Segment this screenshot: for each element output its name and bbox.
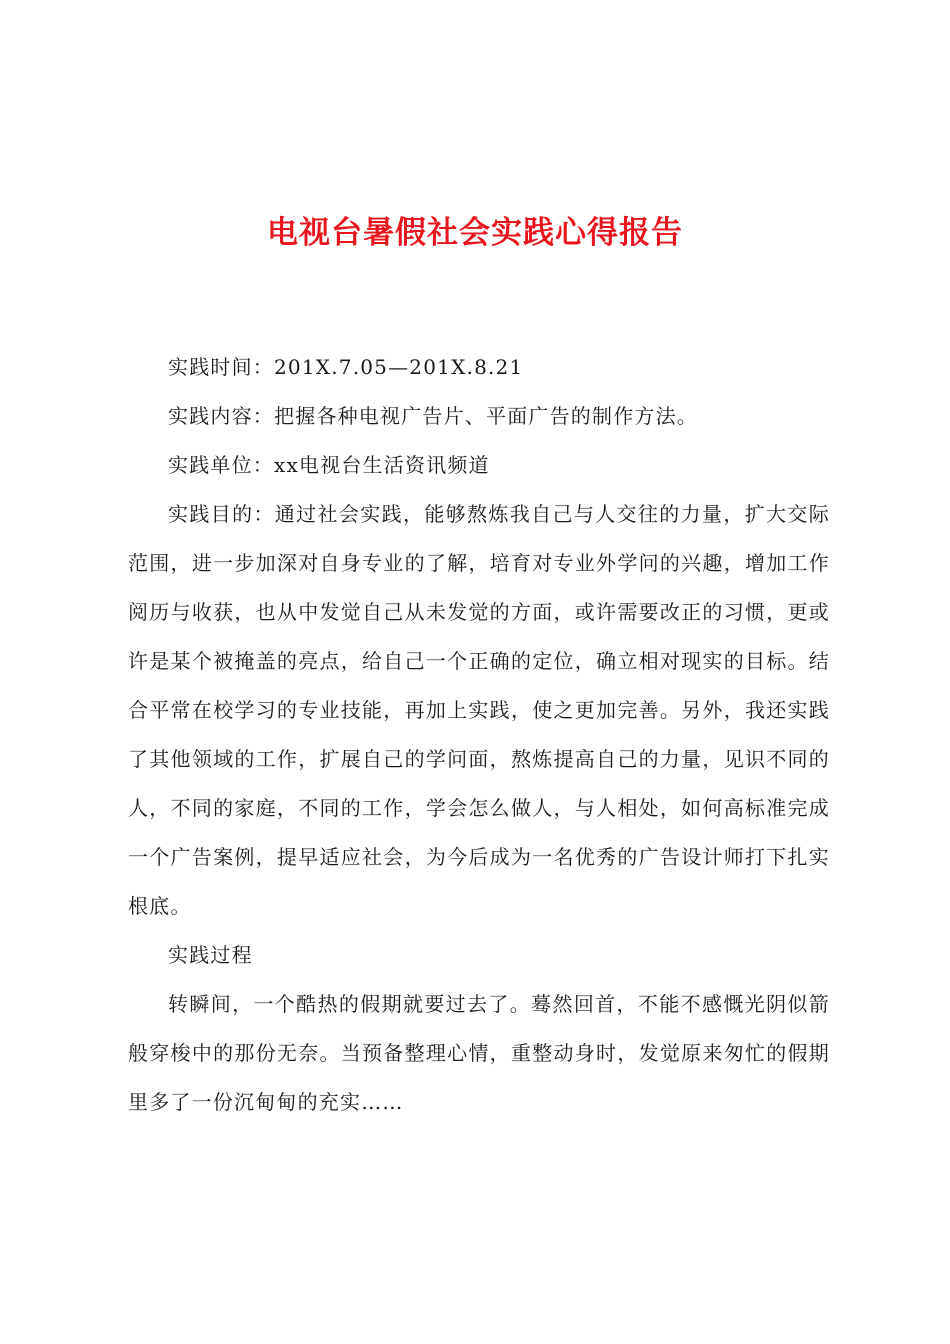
practice-purpose-paragraph: 实践目的：通过社会实践，能够熬炼我自己与人交往的力量，扩大交际范围，进一步加深对自身专业的了解，培育对专业外学问的兴趣，增加工作阅历与收获，也从中发觉自己从未发觉的方面，或许需要改正的习惯，更或许是某个被掩盖的亮点，给自己一个正确的定位，确立相对现实的目标。结合平常在校学习的专业技能，再加上实践，使之更加完善。另外，我还实践了其他领域的工作，扩展自己的学问面，熬炼提高自己的力量，见识不同的人，不同的家庭，不同的工作，学会怎么做人，与人相处，如何高标准完成一个广告案例，提早适应社会，为今后成为一名优秀的广告设计师打下扎实根底。 — [128, 502, 830, 918]
practice-process-paragraph: 转瞬间，一个酷热的假期就要过去了。蓦然回首，不能不感慨光阴似箭般穿梭中的那份无奈。当预备整理心情，重整动身时，发觉原来匆忙的假期里多了一份沉甸甸的充实…… — [128, 992, 830, 1114]
document-body — [128, 343, 830, 1127]
practice-content-paragraph: 实践内容：把握各种电视广告片、平面广告的制作方法。 — [168, 404, 698, 428]
practice-process-heading: 实践过程 — [168, 943, 253, 967]
practice-time-paragraph: 实践时间：201X.7.05—201X.8.21 — [168, 355, 524, 379]
document-title: 电视台暑假社会实践心得报告 — [267, 215, 683, 251]
practice-unit-paragraph: 实践单位：xx电视台生活资讯频道 — [168, 453, 490, 477]
